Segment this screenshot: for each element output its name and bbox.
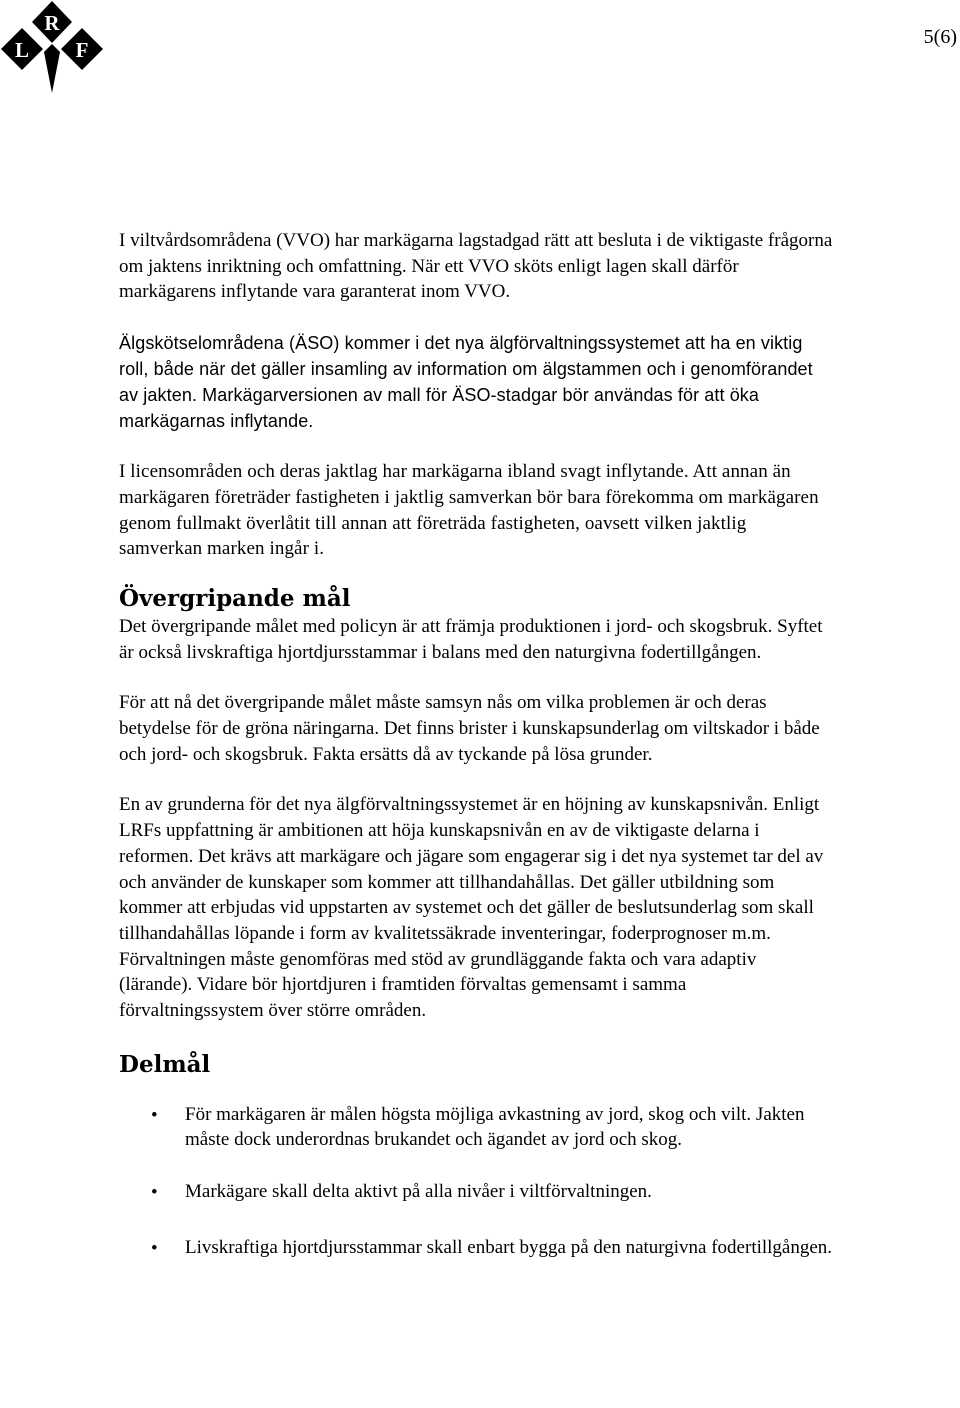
heading-overgripande-mal: Övergripande mål bbox=[119, 584, 351, 612]
paragraph-licensomraden: I licensområden och deras jaktlag har markägarna ibland svagt inflytande. Att annan än markägaren företräder fastigheten i jaktlig samverkan bör bara förekomma om markägaren genom fullmakt överlåtit till annan att företräda fastigheten, oavsett vilken jaktlig samverkan marken ingår i. bbox=[119, 461, 819, 560]
list-item bbox=[119, 1179, 834, 1205]
bullet-icon: • bbox=[151, 1182, 158, 1204]
bullet-icon: • bbox=[151, 1237, 158, 1259]
paragraph-kunskapsniva: En av grunderna för det nya älgförvaltningssystemet är en höjning av kunskapsnivån. Enligt LRFs uppfattning är ambitionen att höja kunskapsnivån en av de viktigaste delarna i reformen. Det krävs att markägare och jägare som engagerar sig i det nya systemet tar del av och använder de kunskaper som kommer att tillhandahållas. Det gäller utbildning som kommer att erbjudas vid uppstarten av systemet och det gäller de beslutsunderlag som skall tillhandahållas löpande i form av kvalitetssäkrade inventeringar, foderprognoser m.m. Förvaltningen måste genomföras med stöd av grundläggande fakta och vara adaptiv (lärande). Vidare bör hjortdjuren i framtiden förvaltas gemensamt i samma förvaltningssystem över större områden. bbox=[119, 794, 824, 1022]
goal-text: Livskraftiga hjortdjursstammar skall enbart bygga på den naturgivna fodertillgången. bbox=[185, 1236, 833, 1258]
bullet-icon: • bbox=[151, 1104, 158, 1126]
goal-text: För markägaren är målen högsta möjliga avkastning av jord, skog och vilt. Jakten måste dock underordnas brukandet och ägandet av jord och skog. bbox=[185, 1103, 805, 1151]
heading-delmal: Delmål bbox=[119, 1050, 211, 1078]
logo-letter-f: F bbox=[75, 38, 89, 62]
goals-list bbox=[119, 1102, 834, 1264]
logo-letter-l: L bbox=[14, 38, 30, 62]
logo-letter-r: R bbox=[44, 11, 60, 35]
paragraph-aso: Älgskötselområdena (ÄSO) kommer i det nya älgförvaltningssystemet att ha en viktig roll, både när det gäller insamling av information om älgstammen och i genomförandet av jakten. Markägarversionen av mall för ÄSO-stadgar bör användas för att öka markägarnas inflytande. bbox=[119, 333, 813, 432]
paragraph-samsyn: För att nå det övergripande målet måste samsyn nås om vilka problemen är och deras betydelse för de gröna näringarna. Det finns brister i kunskapsunderlag om viltskador i både och jord- och skogsbruk. Fakta ersätts då av tyckande på lösa grunder. bbox=[119, 692, 820, 765]
lrf-logo bbox=[0, 0, 104, 94]
list-item bbox=[119, 1231, 834, 1264]
list-item bbox=[119, 1102, 834, 1153]
document-body bbox=[119, 228, 834, 1264]
paragraph-vvo: I viltvårdsområdena (VVO) har markägarna lagstadgad rätt att besluta i de viktigaste frågorna om jaktens inriktning och omfattning. När ett VVO sköts enligt lagen skall därför markägarens inflytande vara garanterat inom VVO. bbox=[119, 230, 833, 303]
paragraph-overall-goal: Det övergripande målet med policyn är att främja produktionen i jord- och skogsbruk. Syftet är också livskraftiga hjortdjursstammar i balans med den naturgivna fodertillgången. bbox=[119, 615, 823, 663]
page-number: 5(6) bbox=[923, 26, 957, 48]
logo-stem bbox=[44, 44, 60, 93]
goal-text: Markägare skall delta aktivt på alla nivåer i viltförvaltningen. bbox=[185, 1181, 652, 1203]
